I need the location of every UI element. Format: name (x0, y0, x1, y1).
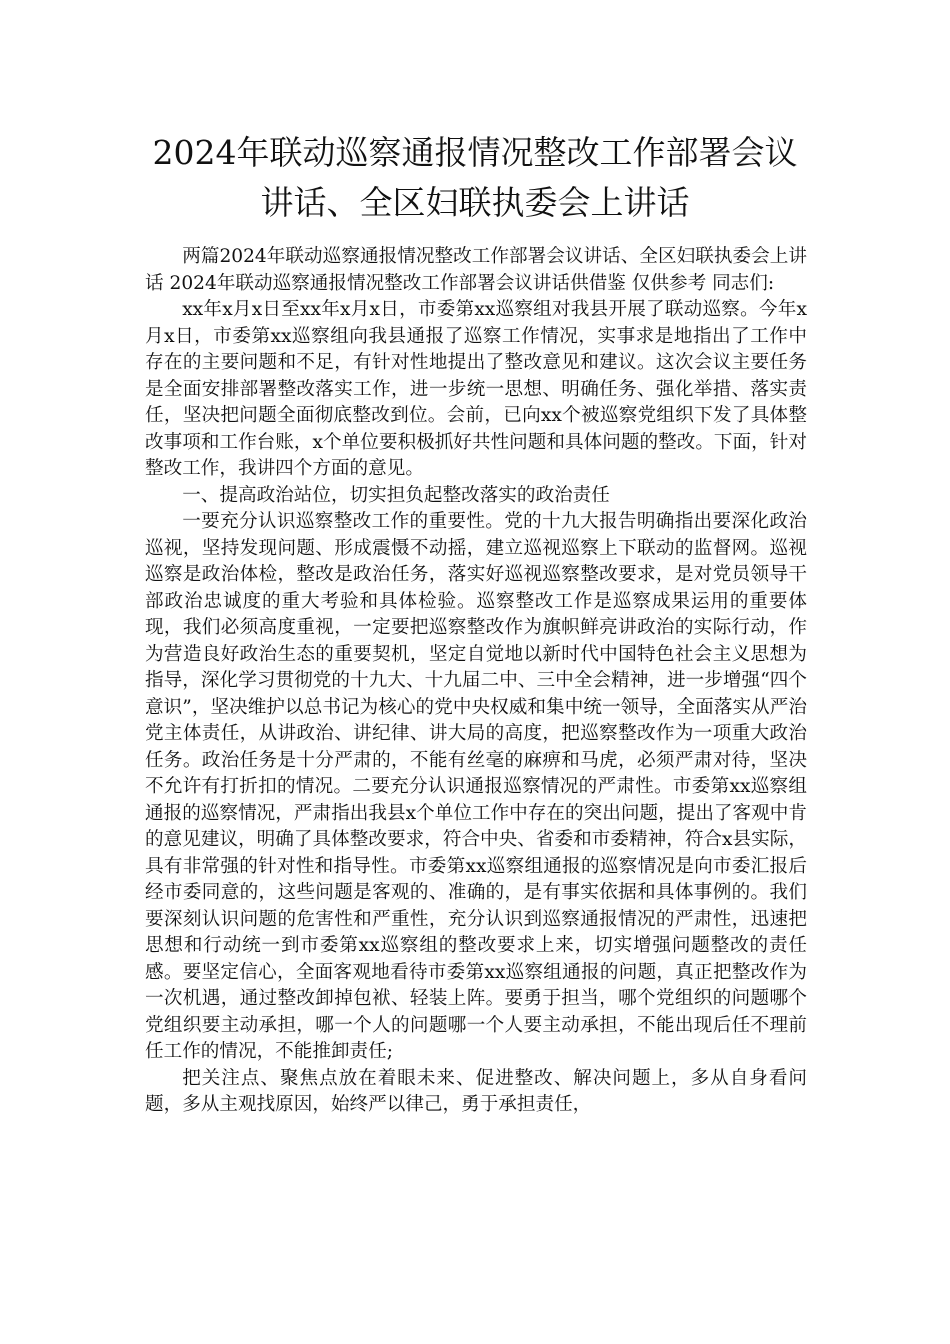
paragraph-continuation: 把关注点、聚焦点放在着眼未来、促进整改、解决问题上，多从自身看问题，多从主观找原因，始终严以律己，勇于承担责任， (145, 1067, 807, 1115)
paragraph-section-1: 一要充分认识巡察整改工作的重要性。党的十九大报告明确指出要深化政治巡视，坚持发现问题、形成震慑不动摇，建立巡视巡察上下联动的监督网。巡视巡察是政治体检，整改是政治任务，落实好巡视巡察整改要求，是对党员领导干部政治忠诚度的重大考验和具体检验。巡察整改工作是巡察成果运用的重要体现，我们必须高度重视，一定要把巡察整改作为旗帜鲜亮讲政治的实际行动，作为营造良好政治生态的重要契机，坚定自觉地以新时代中国特色社会主义思想为指导，深化学习贯彻党的十九大、十九届二中、三中全会精神，进一步增强“四个意识”，坚决维护以总书记为核心的党中央权威和集中统一领导，全面落实从严治党主体责任，从讲政治、讲纪律、讲大局的高度，把巡察整改作为一项重大政治任务。政治任务是十分严肃的，不能有丝毫的麻痹和马虎，必须严肃对待，坚决不允许有打折扣的情况。二要充分认识通报巡察情况的严肃性。市委第xx巡察组通报的巡察情况，严肃指出我县x个单位工作中存在的突出问题，提出了客观中肯的意见建议，明确了具体整改要求，符合中央、省委和市委精神，符合x县实际，具有非常强的针对性和指导性。市委第xx巡察组通报的巡察情况是向市委汇报后经市委同意的，这些问题是客观的、准确的，是有事实依据和具体事例的。我们要深刻认识问题的危害性和严重性，充分认识到巡察通报情况的严肃性，迅速把思想和行动统一到市委第xx巡察组的整改要求上来，切实增强问题整改的责任感。要坚定信心，全面客观地看待市委第xx巡察组通报的问题，真正把整改作为一次机遇，通过整改卸掉包袱、轻装上阵。要勇于担当，哪个党组织的问题哪个党组织要主动承担，哪一个人的问题哪一个人要主动承担，不能出现后任不理前任工作的情况，不能推卸责任; (145, 511, 807, 1062)
document-title: 2024年联动巡察通报情况整改工作部署会议讲话、全区妇联执委会上讲话 (152, 133, 798, 222)
paragraph-background: xx年x月x日至xx年x月x日，市委第xx巡察组对我县开展了联动巡察。今年x月x日，市委第xx巡察组向我县通报了巡察工作情况，实事求是地指出了工作中存在的主要问题和不足，有针对性地提出了整改意见和建议。这次会议主要任务是全面安排部署整改落实工作，进一步统一思想、明确任务、强化举措、落实责任，坚决把问题全面彻底整改到位。会前，已向xx个被巡察党组织下发了具体整改事项和工作台账，x个单位要积极抓好共性问题和具体问题的整改。下面，针对整改工作，我讲四个方面的意见。 (145, 299, 807, 479)
section-heading-1: 一、提高政治站位，切实担负起整改落实的政治责任 (182, 484, 610, 506)
document-body (145, 244, 807, 1119)
paragraph-intro: 两篇2024年联动巡察通报情况整改工作部署会议讲话、全区妇联执委会上讲话 2024年联动巡察通报情况整改工作部署会议讲话供借鉴 仅供参考 同志们: (145, 246, 807, 294)
